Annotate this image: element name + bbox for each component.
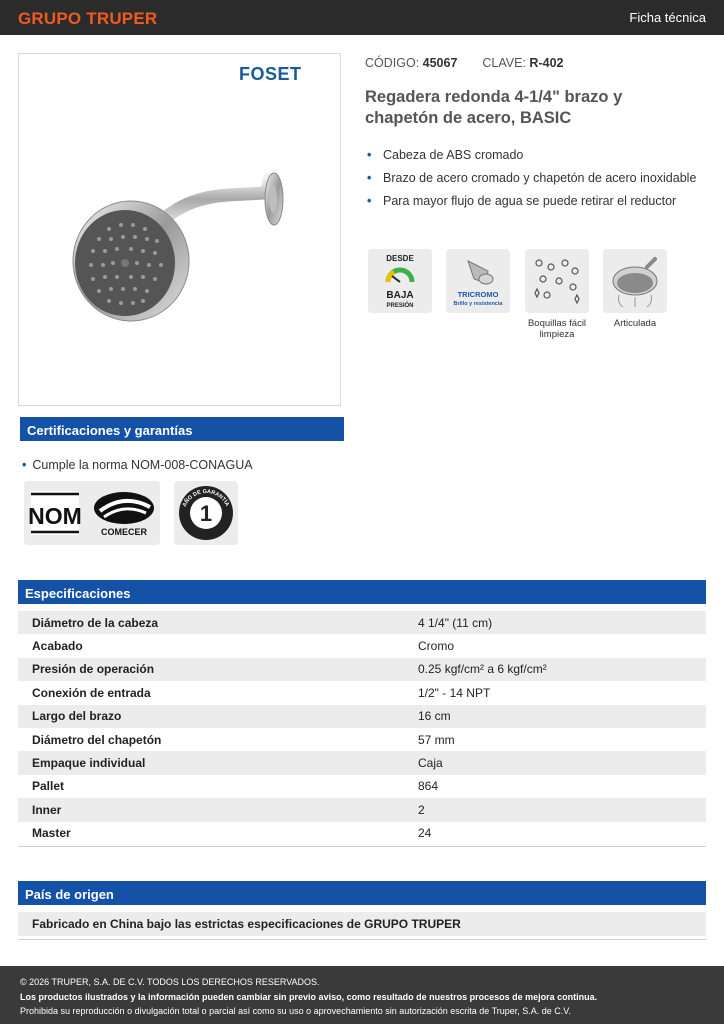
spec-value: Cromo [418,639,455,654]
badge-caption-boquillas: Boquillas fácil limpieza [527,318,587,340]
badge-text-presion: PRESIÓN [386,303,414,309]
spec-value: 4 1/4" (11 cm) [418,615,493,630]
spec-label: Master [32,826,71,841]
table-row [18,681,706,704]
spec-value: 864 [418,779,439,794]
key-value: R-402 [529,56,564,70]
table-row [18,775,706,798]
code-value: 45067 [422,56,458,70]
spec-label: Acabado [32,639,83,654]
footer-copyright: © 2026 TRUPER, S.A. DE C.V. TODOS LOS DERECHOS RESERVADOS. [20,977,320,987]
spec-value: 57 mm [418,732,455,747]
product-codes [365,56,563,70]
shower-head-image [69,169,299,329]
spec-value: 24 [418,826,432,841]
spec-label: Diámetro de la cabeza [32,615,159,630]
feature-list [367,147,702,216]
code-label: CÓDIGO: [365,56,420,70]
table-row [18,822,706,845]
specs-heading: Especificaciones [18,580,706,604]
spec-label: Empaque individual [32,756,146,771]
table-row [18,634,706,657]
key-label: CLAVE: [482,56,526,70]
origin-divider [18,939,706,940]
comecer-logo-text: COMECER [100,527,148,537]
articulated-head-icon [603,249,667,313]
table-row [18,751,706,774]
badge-caption-articulada: Articulada [613,318,657,329]
spec-value: 2 [418,802,425,817]
spec-value: 16 cm [418,709,451,724]
doc-type-label: Ficha técnica [629,10,706,25]
specs-table [18,611,706,845]
spec-label: Inner [32,802,62,817]
footer-legal: Prohibida su reproducción o divulgación total o parcial así como su uso o aprovechamiento sin autorización escrita de Truper, S.A. de C.V. [20,1006,571,1016]
feature-item: • Cabeza de ABS cromado [367,147,702,163]
table-row [18,798,706,821]
spec-value: Caja [418,756,443,771]
low-pressure-icon [368,249,432,313]
spec-label: Diámetro del chapetón [32,732,162,747]
footer-notice: Los productos ilustrados y la información pueden cambiar sin previo aviso, como resultado de nuestros procesos de mejora continua. [20,991,598,1002]
badge-text-baja: BAJA [386,290,414,301]
easy-clean-nozzles-icon [525,249,589,313]
spec-value: 0.25 kgf/cm² a 6 kgf/cm² [418,662,547,677]
feature-item: • Para mayor flujo de agua se puede retirar el reductor [367,193,702,209]
spec-label: Presión de operación [32,662,155,677]
spec-label: Pallet [32,779,65,794]
origin-heading: País de origen [18,881,706,905]
warranty-text: AÑO DE GARANTÍA [181,488,230,508]
warranty-number: 1 [199,501,213,526]
nom-comecer-logos [24,481,160,545]
product-image-panel [18,53,341,406]
table-row [18,658,706,681]
product-title: Regadera redonda 4-1/4" brazo y chapetón de acero, BASIC [365,88,623,127]
brand-logo: GRUPO TRUPER [18,9,158,28]
spec-label: Conexión de entrada [32,685,151,700]
table-row [18,705,706,728]
foset-logo: FOSET [239,64,302,84]
badge-text-tricromo: TRICROMO [457,290,499,299]
nom-logo-text: NOM [28,503,82,529]
table-row [18,728,706,751]
certifications-heading: Certificaciones y garantías [20,417,344,441]
badge-text-desde: DESDE [386,254,414,263]
spec-label: Largo del brazo [32,709,122,724]
certification-item: • Cumple la norma NOM-008-CONAGUA [22,458,253,472]
footer [0,966,724,1024]
feature-item: • Brazo de acero cromado y chapetón de acero inoxidable [367,170,702,186]
origin-text: Fabricado en China bajo las estrictas especificaciones de GRUPO TRUPER [18,912,706,936]
warranty-badge [174,481,238,545]
spec-value: 1/2" - 14 NPT [418,685,491,700]
table-row [18,611,706,634]
chrome-finish-icon [446,249,510,313]
header-bar [0,0,724,35]
table-divider [18,846,706,847]
badge-text-brillo: Brillo y resistencia [453,301,503,307]
